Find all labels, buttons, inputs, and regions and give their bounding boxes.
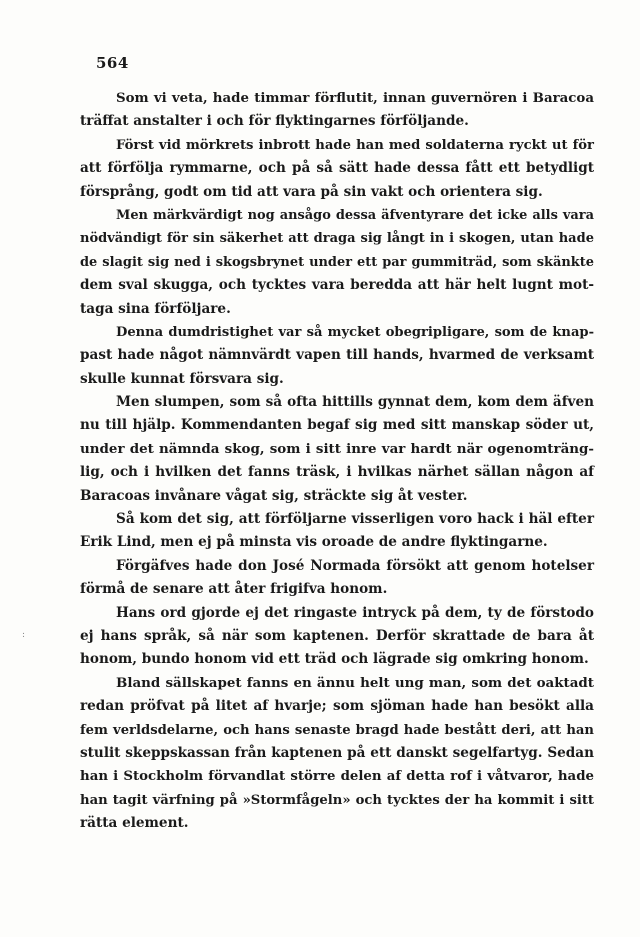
text-line: träffat anstalter i och för flyktingarnes förföljande. [80, 113, 469, 130]
text-line: skulle kunnat försvara sig. [80, 370, 284, 387]
text-line: Så kom det sig, att förföljarne visserligen voro hack i häl efter [116, 511, 594, 528]
text-line: rätta element. [80, 815, 189, 832]
text-line: Hans ord gjorde ej det ringaste intryck på dem, ty de förstodo [116, 604, 594, 621]
page-number: 564 [96, 54, 129, 72]
text-line: fem verldsdelarne, och hans senaste bragd hade bestått deri, att han [80, 722, 594, 738]
text-line: Förgäfves hade don José Normada försökt att genom hotelser [116, 557, 594, 574]
text-line: ej hans språk, så när som kaptenen. Derför skrattade de bara åt [80, 627, 594, 644]
text-line: Denna dumdristighet var så mycket obegripligare, som de knap- [116, 324, 594, 340]
text-line: de slagit sig ned i skogsbrynet under ett par gummiträd, som skänkte [80, 254, 594, 270]
text-line: taga sina förföljare. [80, 300, 231, 317]
text-line: Som vi veta, hade timmar förflutit, innan guvernören i Baracoa [116, 90, 594, 106]
text-line: han tagit värfning på »Stormfågeln» och tycktes der ha kommit i sitt [80, 792, 594, 808]
text-line: Men slumpen, som så ofta hittills gynnat dem, kom dem äfven [116, 394, 594, 411]
text-line: Men märkvärdigt nog ansågo dessa äfventyrare det icke alls vara [116, 207, 594, 223]
text-line: Erik Lind, men ej på minsta vis oroade de andre flyktingarne. [80, 534, 548, 551]
text-line: förmå de senare att åter frigifva honom. [80, 581, 388, 598]
text-line: past hade något nämnvärdt vapen till hands, hvarmed de verksamt [80, 347, 594, 364]
text-line: Baracoas invånare vågat sig, sträckte sig åt vester. [80, 487, 468, 504]
text-line: försprång, godt om tid att vara på sin vakt och orientera sig. [80, 183, 543, 200]
text-line: Bland sällskapet fanns en ännu helt ung man, som det oaktadt [116, 674, 594, 691]
text-line: dem sval skugga, och tycktes vara beredda att här helt lugnt mot- [80, 277, 594, 294]
text-line: att förfölja rymmarne, och på så sätt hade dessa fått ett betydligt [80, 160, 594, 177]
text-line: nu till hjälp. Kommendanten begaf sig med sitt manskap söder ut, [80, 417, 594, 434]
text-line: nödvändigt för sin säkerhet att draga sig långt in i skogen, utan hade [80, 231, 594, 247]
text-line: han i Stockholm förvandlat större delen af detta rof i våtvaror, hade [80, 768, 594, 785]
text-line: lig, och i hvilken det fanns träsk, i hvilkas närhet sällan någon af [80, 464, 594, 481]
text-line: under det nämnda skog, som i sitt inre var hardt när ogenomträng- [80, 440, 594, 457]
text-line: Först vid mörkrets inbrott hade han med soldaterna ryckt ut för [116, 137, 594, 153]
margin-mark: : [22, 630, 26, 640]
body-text [80, 87, 594, 836]
text-line: honom, bundo honom vid ett träd och lägrade sig omkring honom. [80, 651, 589, 668]
text-line: redan pröfvat på litet af hvarje; som sjöman hade han besökt alla [80, 698, 594, 715]
text-line: stulit skeppskassan från kaptenen på ett danskt segelfartyg. Sedan [80, 744, 594, 761]
